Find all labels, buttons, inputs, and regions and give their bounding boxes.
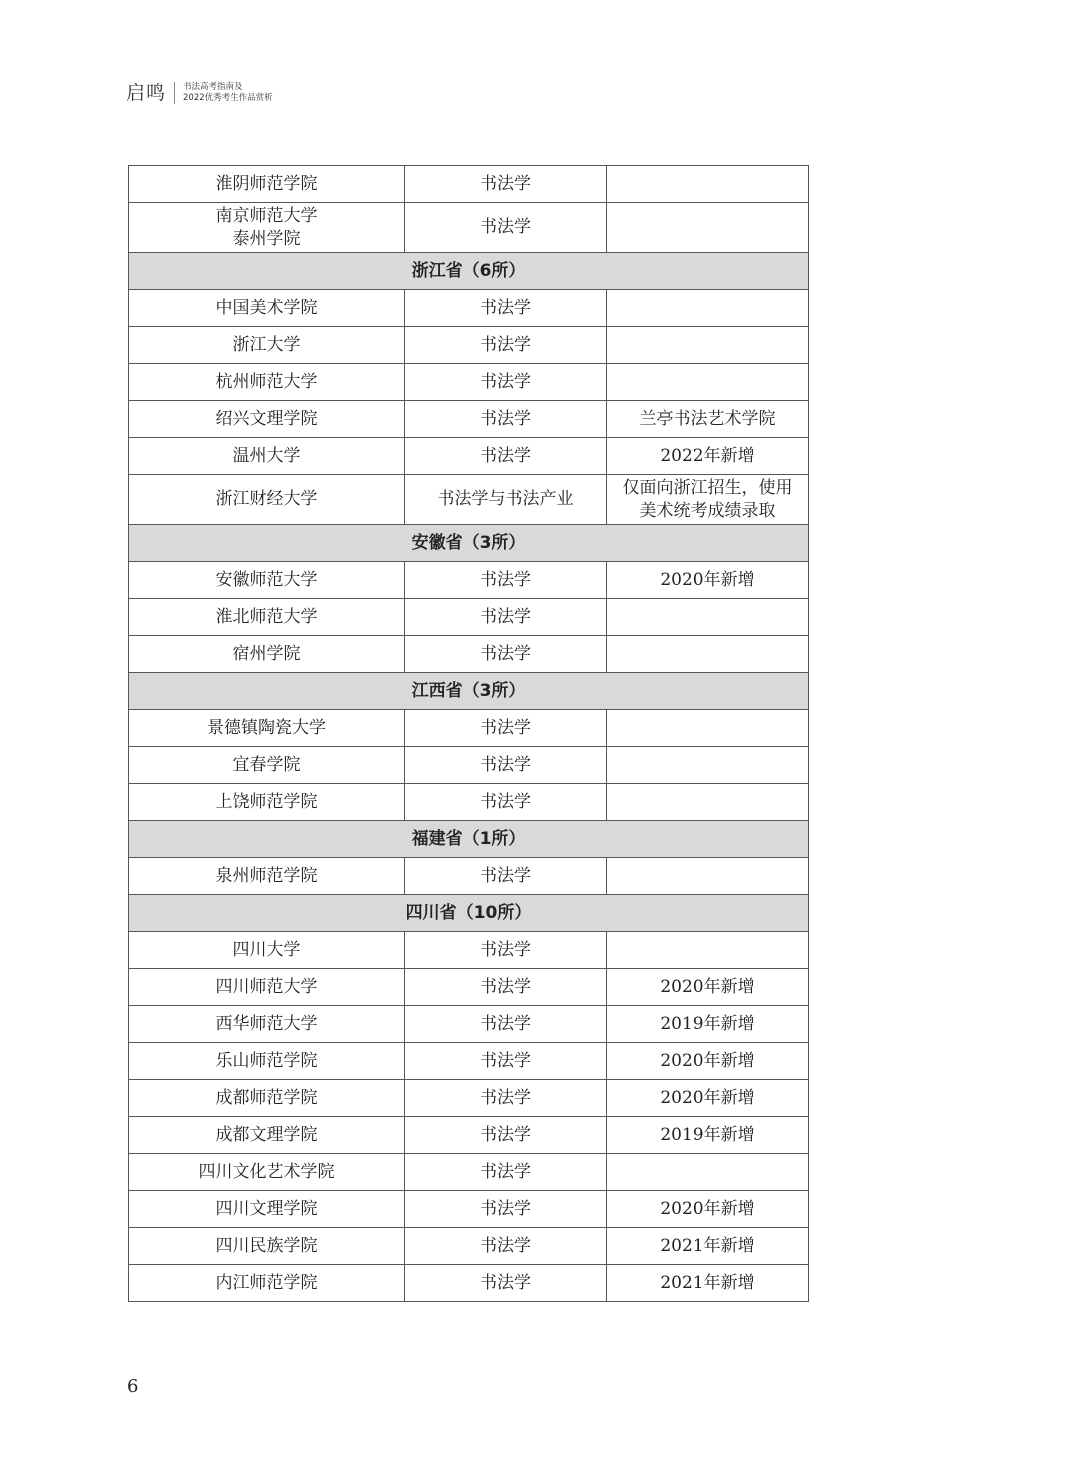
- major-cell: 书法学: [405, 290, 607, 327]
- note-cell: 2021年新增: [607, 1228, 809, 1265]
- school-row: [129, 438, 809, 475]
- note-cell: 2021年新增: [607, 1265, 809, 1302]
- note-cell: [607, 166, 809, 203]
- school-name-cell: 温州大学: [129, 438, 405, 475]
- province-label: 安徽省（3所）: [129, 525, 809, 562]
- college-table-body: [129, 166, 809, 1302]
- school-row: [129, 364, 809, 401]
- major-cell: 书法学: [405, 1043, 607, 1080]
- major-cell: 书法学: [405, 203, 607, 253]
- school-name-cell: 成都文理学院: [129, 1117, 405, 1154]
- school-row: [129, 599, 809, 636]
- school-name-cell: 中国美术学院: [129, 290, 405, 327]
- major-cell: 书法学: [405, 858, 607, 895]
- school-name-cell: 乐山师范学院: [129, 1043, 405, 1080]
- school-name-cell: 四川文理学院: [129, 1191, 405, 1228]
- major-cell: 书法学: [405, 1191, 607, 1228]
- school-name-cell: 四川文化艺术学院: [129, 1154, 405, 1191]
- school-row: [129, 401, 809, 438]
- note-cell: [607, 203, 809, 253]
- school-name-cell: 内江师范学院: [129, 1265, 405, 1302]
- major-cell: 书法学: [405, 1265, 607, 1302]
- note-cell: 2020年新增: [607, 1043, 809, 1080]
- note-cell: [607, 636, 809, 673]
- major-cell: 书法学: [405, 166, 607, 203]
- major-cell: 书法学: [405, 1154, 607, 1191]
- school-name-cell: 安徽师范大学: [129, 562, 405, 599]
- province-header-row: [129, 895, 809, 932]
- note-cell: 2020年新增: [607, 969, 809, 1006]
- major-cell: 书法学: [405, 636, 607, 673]
- note-cell: [607, 475, 809, 525]
- school-name-cell: 淮北师范大学: [129, 599, 405, 636]
- school-name-cell: 西华师范大学: [129, 1006, 405, 1043]
- province-label: 江西省（3所）: [129, 673, 809, 710]
- school-name-cell: 上饶师范学院: [129, 784, 405, 821]
- province-header-row: [129, 673, 809, 710]
- province-header-row: [129, 253, 809, 290]
- province-label: 福建省（1所）: [129, 821, 809, 858]
- note-cell: [607, 747, 809, 784]
- school-name-cell: 四川民族学院: [129, 1228, 405, 1265]
- school-row: [129, 1265, 809, 1302]
- school-name-cell: 浙江大学: [129, 327, 405, 364]
- book-brand: 启鸣: [126, 82, 175, 104]
- note-line: 仅面向浙江招生，使用: [622, 477, 793, 498]
- school-row: [129, 636, 809, 673]
- school-name-line: 南京师范大学: [215, 205, 318, 226]
- major-cell: 书法学: [405, 932, 607, 969]
- book-subtitle: [175, 82, 273, 104]
- school-name-cell: 四川师范大学: [129, 969, 405, 1006]
- school-row: [129, 1228, 809, 1265]
- page-number: 6: [127, 1376, 139, 1397]
- school-name-cell: 宜春学院: [129, 747, 405, 784]
- school-name-cell: 宿州学院: [129, 636, 405, 673]
- subtitle-line-2: 2022优秀考生作品赏析: [183, 93, 273, 103]
- school-name-cell: 浙江财经大学: [129, 475, 405, 525]
- school-name-cell: 泉州师范学院: [129, 858, 405, 895]
- school-row: [129, 858, 809, 895]
- school-row: [129, 1006, 809, 1043]
- major-cell: 书法学: [405, 1117, 607, 1154]
- school-name-cell: 景德镇陶瓷大学: [129, 710, 405, 747]
- note-cell: [607, 1154, 809, 1191]
- school-row: [129, 562, 809, 599]
- note-cell: [607, 858, 809, 895]
- school-row: [129, 1154, 809, 1191]
- school-name-cell: 成都师范学院: [129, 1080, 405, 1117]
- school-row: [129, 1191, 809, 1228]
- province-label: 浙江省（6所）: [129, 253, 809, 290]
- major-cell: 书法学: [405, 599, 607, 636]
- note-cell: 2019年新增: [607, 1117, 809, 1154]
- major-cell: 书法学: [405, 1006, 607, 1043]
- school-row: [129, 969, 809, 1006]
- note-cell: [607, 327, 809, 364]
- major-cell: 书法学: [405, 438, 607, 475]
- school-row: [129, 1117, 809, 1154]
- note-cell: [607, 290, 809, 327]
- school-row: [129, 1080, 809, 1117]
- note-cell: 2020年新增: [607, 1080, 809, 1117]
- college-table: [128, 165, 809, 1302]
- major-cell: 书法学: [405, 401, 607, 438]
- major-cell: 书法学: [405, 710, 607, 747]
- school-row: [129, 784, 809, 821]
- school-row: [129, 1043, 809, 1080]
- school-row: [129, 710, 809, 747]
- school-row: [129, 166, 809, 203]
- school-row: [129, 932, 809, 969]
- note-cell: 2020年新增: [607, 1191, 809, 1228]
- school-name-line: 泰州学院: [232, 228, 301, 249]
- note-cell: 2022年新增: [607, 438, 809, 475]
- note-cell: [607, 364, 809, 401]
- page-header: [126, 78, 273, 108]
- major-cell: 书法学: [405, 784, 607, 821]
- school-row: [129, 290, 809, 327]
- major-cell: 书法学: [405, 327, 607, 364]
- school-name-cell: [129, 203, 405, 253]
- province-label: 四川省（10所）: [129, 895, 809, 932]
- school-row: [129, 327, 809, 364]
- note-cell: [607, 784, 809, 821]
- school-row: [129, 203, 809, 253]
- major-cell: 书法学与书法产业: [405, 475, 607, 525]
- major-cell: 书法学: [405, 1080, 607, 1117]
- note-cell: 2020年新增: [607, 562, 809, 599]
- subtitle-line-1: 书法高考指南及: [183, 82, 243, 92]
- note-line: 美术统考成绩录取: [639, 500, 776, 521]
- note-cell: [607, 599, 809, 636]
- school-name-cell: 绍兴文理学院: [129, 401, 405, 438]
- school-row: [129, 475, 809, 525]
- school-name-cell: 淮阴师范学院: [129, 166, 405, 203]
- province-header-row: [129, 821, 809, 858]
- note-cell: [607, 932, 809, 969]
- major-cell: 书法学: [405, 364, 607, 401]
- note-cell: 2019年新增: [607, 1006, 809, 1043]
- major-cell: 书法学: [405, 969, 607, 1006]
- province-header-row: [129, 525, 809, 562]
- note-cell: 兰亭书法艺术学院: [607, 401, 809, 438]
- note-cell: [607, 710, 809, 747]
- major-cell: 书法学: [405, 1228, 607, 1265]
- school-name-cell: 杭州师范大学: [129, 364, 405, 401]
- major-cell: 书法学: [405, 562, 607, 599]
- major-cell: 书法学: [405, 747, 607, 784]
- school-name-cell: 四川大学: [129, 932, 405, 969]
- school-row: [129, 747, 809, 784]
